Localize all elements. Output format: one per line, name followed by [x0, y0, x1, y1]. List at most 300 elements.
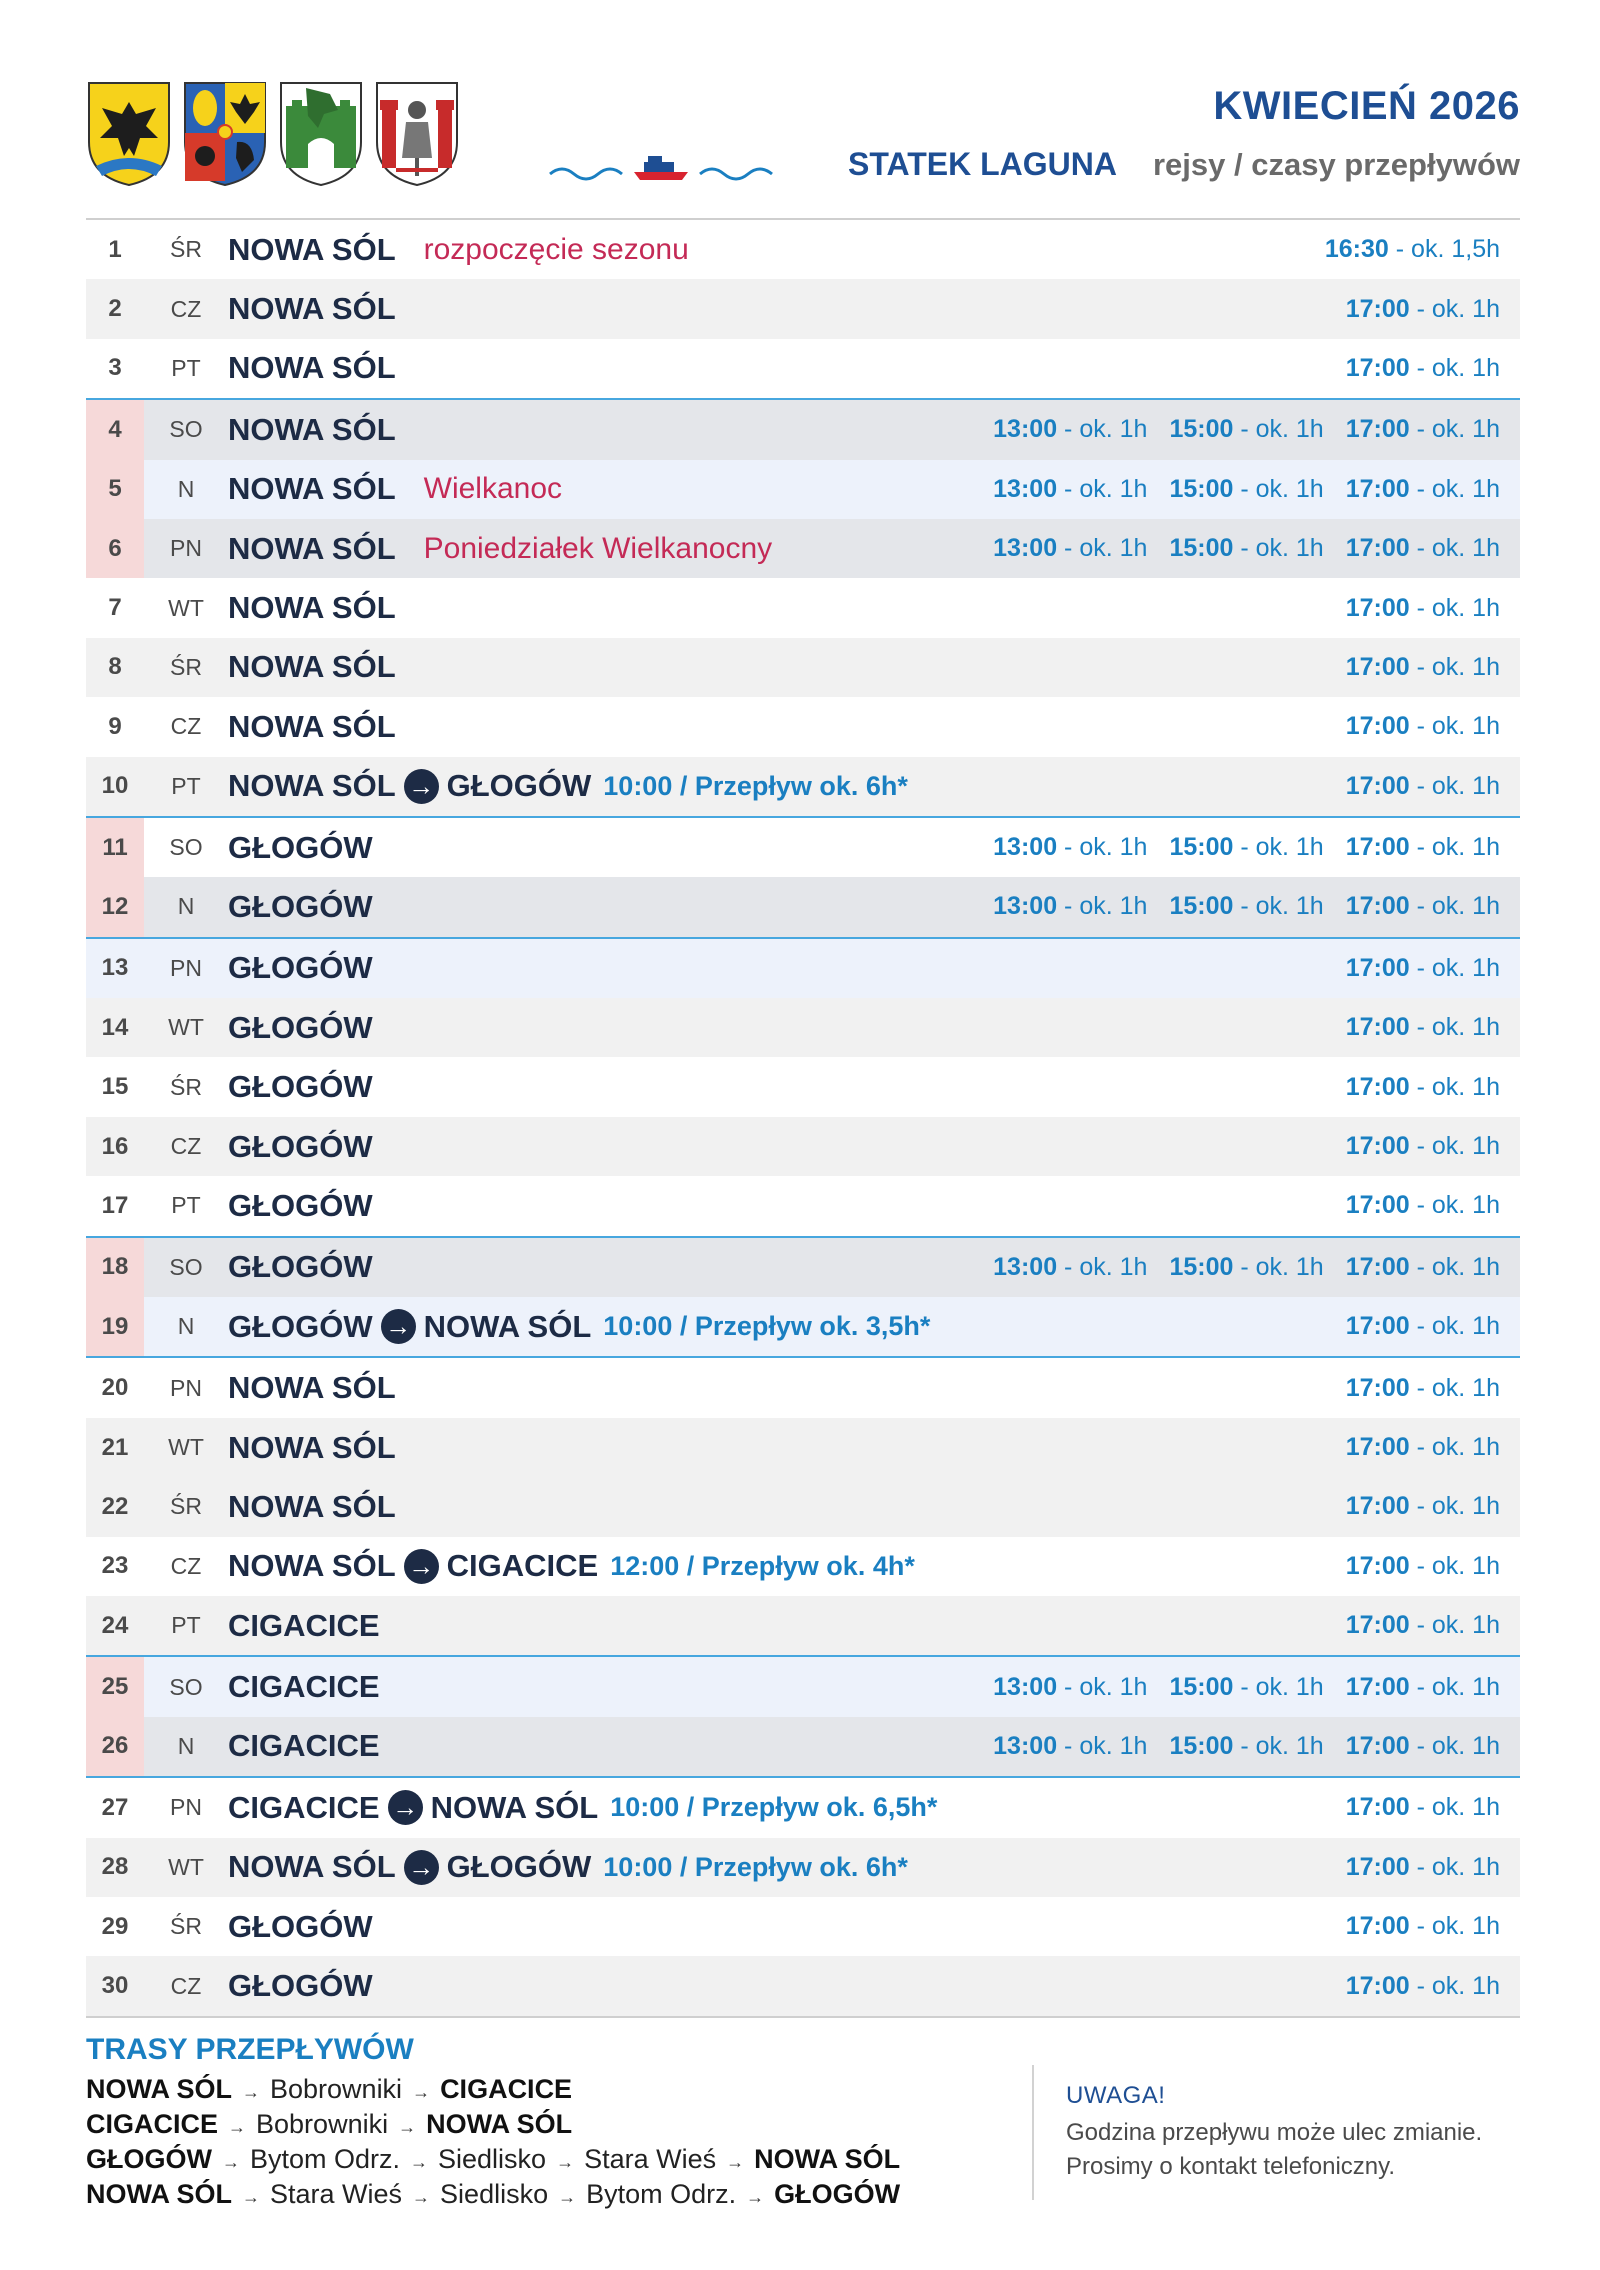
cruise-times	[1346, 1596, 1500, 1655]
route-name	[228, 1790, 937, 1826]
cruise-time: 17:00	[1345, 1611, 1410, 1640]
day-of-week: CZ	[170, 295, 202, 322]
dash-separator: -	[1233, 1672, 1256, 1701]
day-of-week: ŚR	[170, 1913, 202, 1940]
route-stop: NOWA SÓL	[423, 1308, 592, 1344]
cruise-slot	[1169, 1253, 1323, 1282]
cruise-time: 17:00	[1345, 1132, 1410, 1161]
dash-separator: -	[1409, 771, 1432, 800]
day-number: 2	[108, 295, 122, 323]
schedule-row	[86, 279, 1520, 338]
day-number: 30	[101, 1972, 129, 2000]
route-stop: CIGACICE	[228, 1728, 380, 1764]
cruise-duration: ok. 1h	[1431, 1971, 1500, 2000]
route-city: CIGACICE	[86, 2109, 219, 2139]
dash-separator: -	[1233, 415, 1256, 444]
cruise-duration: ok. 1h	[1431, 1551, 1500, 1580]
arrow-right-circle-icon: →	[404, 1850, 439, 1885]
cruise-time: 17:00	[1345, 1672, 1410, 1701]
day-of-week: WT	[168, 1853, 204, 1880]
arrow-small-icon: →	[398, 2117, 417, 2137]
route-name	[228, 531, 772, 567]
arrow-right-circle-icon: →	[404, 769, 439, 804]
cruise-time: 13:00	[993, 534, 1058, 563]
day-number: 1	[108, 235, 122, 263]
route-stop: CIGACICE	[228, 1669, 380, 1705]
schedule-table	[86, 220, 1520, 2018]
route-waypoint: Bytom Odrz.	[249, 2144, 401, 2174]
cruise-slot	[1169, 833, 1323, 862]
crests	[86, 80, 460, 188]
cruise-slot	[1346, 1552, 1500, 1581]
schedule-row	[86, 1717, 1520, 1776]
day-number: 10	[101, 772, 129, 800]
event-note: Poniedziałek Wielkanocny	[423, 531, 773, 565]
route-name	[228, 1669, 380, 1705]
dash-separator: -	[1233, 1731, 1256, 1760]
arrow-right-circle-icon: →	[404, 1549, 439, 1584]
route-stop: NOWA SÓL	[228, 1849, 396, 1885]
schedule-row	[86, 1117, 1520, 1176]
route-city: GŁOGÓW	[86, 2144, 212, 2174]
dash-separator: -	[1233, 534, 1256, 563]
cruise-times	[1346, 939, 1500, 998]
cruise-time: 13:00	[993, 1672, 1058, 1701]
cruise-slot	[1346, 1732, 1500, 1761]
cruise-times	[1346, 1477, 1500, 1536]
cruise-duration: ok. 1h	[1431, 534, 1500, 563]
cruise-duration: ok. 1h	[1431, 593, 1500, 622]
day-number: 12	[86, 877, 144, 936]
day-number: 29	[101, 1912, 129, 1940]
schedule-row	[86, 1356, 1520, 1417]
day-number: 27	[101, 1793, 129, 1821]
cruise-slot	[993, 892, 1147, 921]
day-of-week: ŚR	[170, 1493, 202, 1520]
route-city: NOWA SÓL	[86, 2074, 232, 2104]
cruise-slot	[1346, 594, 1500, 623]
cruise-time: 15:00	[1169, 1672, 1234, 1701]
cruise-duration: ok. 1h	[1431, 353, 1500, 382]
cruise-times	[993, 877, 1500, 936]
dash-separator: -	[1409, 1852, 1432, 1881]
route-stop: NOWA SÓL	[228, 649, 396, 685]
footer-divider	[1032, 2065, 1034, 2200]
cruise-duration: ok. 1h	[1431, 712, 1500, 741]
cruise-duration: ok. 1h	[1431, 833, 1500, 862]
cruise-slot	[1346, 892, 1500, 921]
route-stop: NOWA SÓL	[228, 530, 396, 566]
cruise-time: 17:00	[1345, 1912, 1410, 1941]
cruise-slot	[993, 1732, 1147, 1761]
schedule-row	[86, 877, 1520, 936]
cruise-time: 17:00	[1345, 474, 1410, 503]
schedule-row	[86, 1897, 1520, 1956]
dash-separator: -	[1409, 892, 1432, 921]
ship-name: STATEK LAGUNA	[847, 146, 1117, 182]
cruise-duration: ok. 1h	[1431, 1373, 1500, 1402]
route-stop: NOWA SÓL	[228, 411, 396, 447]
dash-separator: -	[1409, 415, 1432, 444]
cruise-slot	[1346, 1132, 1500, 1161]
cruise-slot	[1346, 1312, 1500, 1341]
cruise-times	[1346, 578, 1500, 637]
schedule-row	[86, 460, 1520, 519]
cruise-slot	[1346, 1611, 1500, 1640]
cruise-duration: ok. 1h	[1431, 1731, 1500, 1760]
cruise-slot	[1346, 1013, 1500, 1042]
cruise-time: 17:00	[1345, 1373, 1410, 1402]
cruise-duration: ok. 1h	[1431, 892, 1500, 921]
dash-separator: -	[1409, 1731, 1432, 1760]
cruise-times	[1346, 1117, 1500, 1176]
schedule-row	[86, 998, 1520, 1057]
cruise-slot	[1346, 415, 1500, 444]
route-city: CIGACICE	[440, 2074, 573, 2104]
cruise-slot	[993, 534, 1147, 563]
route-name	[228, 1430, 396, 1466]
day-number: 8	[108, 653, 122, 681]
cruise-duration: ok. 1h	[1431, 1492, 1500, 1521]
route-stop: GŁOGÓW	[228, 1187, 373, 1223]
cruise-duration: ok. 1h	[1431, 1611, 1500, 1640]
cruise-time: 15:00	[1169, 1252, 1234, 1281]
schedule-row	[86, 1176, 1520, 1235]
schedule-row	[86, 1418, 1520, 1477]
subtitle-text: rejsy / czasy przepływów	[1152, 147, 1520, 182]
cruise-slot	[1346, 1374, 1500, 1403]
cruise-time: 17:00	[1345, 892, 1410, 921]
cruise-times	[1325, 220, 1500, 279]
notice-line: Godzina przepływu może ulec zmianie.	[1066, 2119, 1483, 2146]
cruise-time: 13:00	[993, 892, 1058, 921]
dash-separator: -	[1409, 1013, 1432, 1042]
cruise-time: 17:00	[1345, 294, 1410, 323]
arrow-small-icon: →	[242, 2082, 260, 2102]
day-number: 17	[101, 1191, 129, 1219]
cruise-duration: ok. 1h	[1255, 1672, 1324, 1701]
day-of-week: CZ	[170, 1972, 202, 1999]
event-note: rozpoczęcie sezonu	[423, 232, 689, 266]
route-name	[228, 412, 396, 448]
cruise-duration: ok. 1h	[1431, 1252, 1500, 1281]
arrow-small-icon: →	[412, 2082, 431, 2102]
day-number: 18	[86, 1238, 144, 1297]
dash-separator: -	[1409, 534, 1432, 563]
cruise-slot	[993, 833, 1147, 862]
schedule-row	[86, 937, 1520, 998]
day-of-week: WT	[168, 1014, 204, 1041]
cruise-duration: ok. 1h	[1431, 1852, 1500, 1881]
cruise-duration: ok. 1h	[1255, 892, 1324, 921]
day-of-week: PN	[170, 1374, 202, 1401]
boat-on-waves-icon	[548, 150, 774, 186]
day-number: 24	[101, 1611, 129, 1639]
cruise-duration: ok. 1h	[1255, 474, 1324, 503]
cruise-duration: ok. 1h	[1079, 1672, 1148, 1701]
day-of-week: N	[177, 893, 195, 920]
day-of-week: CZ	[170, 1133, 202, 1160]
cruise-duration: ok. 1h	[1431, 1132, 1500, 1161]
arrow-small-icon: →	[242, 2187, 260, 2207]
cruise-time: 17:00	[1345, 1433, 1410, 1461]
route-waypoint: Bobrowniki	[256, 2109, 389, 2139]
cruise-time: 13:00	[993, 1731, 1058, 1760]
cruise-times	[1346, 1537, 1500, 1596]
cruise-duration: ok. 1h	[1431, 953, 1500, 982]
route-stop: GŁOGÓW	[228, 950, 373, 986]
route-stop: CIGACICE	[446, 1548, 599, 1584]
route-stop: NOWA SÓL	[228, 471, 396, 507]
cruise-slot	[1346, 1912, 1500, 1941]
schedule-row	[86, 519, 1520, 578]
day-number: 5	[86, 460, 144, 519]
transfer-info: 10:00 / Przepływ ok. 6,5h*	[610, 1792, 938, 1823]
route-city: NOWA SÓL	[86, 2179, 232, 2209]
route-waypoint: Stara Wieś	[270, 2179, 403, 2209]
schedule-row	[86, 1956, 1520, 2017]
notice-box	[1066, 2082, 1482, 2184]
route-stop: GŁOGÓW	[446, 768, 592, 804]
cruise-slot	[1346, 954, 1500, 983]
cruise-times	[1346, 279, 1500, 338]
day-of-week: SO	[169, 1253, 203, 1280]
route-name	[228, 1069, 373, 1105]
dash-separator: -	[1409, 474, 1432, 503]
dash-separator: -	[1057, 534, 1080, 563]
cruise-times	[1346, 1297, 1500, 1356]
route-stop: NOWA SÓL	[228, 708, 396, 744]
day-number: 23	[101, 1552, 129, 1580]
route-name	[228, 1249, 373, 1285]
day-of-week: WT	[168, 1434, 204, 1460]
schedule-row	[86, 697, 1520, 756]
cruise-slot	[1169, 892, 1323, 921]
arrow-small-icon: →	[746, 2187, 765, 2207]
crest-lubusz-regional-icon	[182, 80, 268, 188]
day-of-week: PT	[171, 354, 201, 381]
route-city: NOWA SÓL	[426, 2109, 573, 2139]
day-number: 14	[101, 1013, 129, 1041]
cruise-duration: ok. 1h	[1431, 1793, 1500, 1822]
cruise-duration: ok. 1h	[1255, 1252, 1324, 1281]
day-of-week: SO	[169, 1673, 203, 1700]
cruise-slot	[1346, 295, 1500, 324]
cruise-time: 17:00	[1345, 953, 1410, 982]
day-number: 16	[101, 1132, 129, 1160]
cruise-time: 17:00	[1345, 712, 1410, 741]
dash-separator: -	[1409, 1191, 1432, 1220]
route-name	[228, 1849, 908, 1885]
cruise-duration: ok. 1h	[1255, 534, 1324, 563]
day-of-week: WT	[168, 594, 204, 621]
cruise-slot	[1346, 1972, 1500, 2001]
route-line	[86, 2143, 900, 2178]
schedule-row	[86, 1236, 1520, 1297]
cruise-time: 13:00	[993, 415, 1058, 444]
schedule-row	[86, 398, 1520, 459]
day-number: 4	[86, 400, 144, 459]
route-name	[228, 1489, 396, 1525]
day-number: 9	[108, 712, 122, 740]
schedule-row	[86, 816, 1520, 877]
crest-glogow-knight-icon	[374, 80, 460, 188]
schedule-row	[86, 1776, 1520, 1837]
cruise-times	[1346, 1057, 1500, 1116]
cruise-duration: ok. 1h	[1255, 415, 1324, 444]
cruise-times	[1346, 757, 1500, 816]
cruise-times	[993, 460, 1500, 519]
route-stop: GŁOGÓW	[228, 888, 373, 924]
dash-separator: -	[1388, 235, 1412, 264]
cruise-times	[1346, 1838, 1500, 1897]
schedule-row	[86, 757, 1520, 816]
cruise-time: 17:00	[1345, 1252, 1410, 1281]
cruise-slot	[1325, 235, 1500, 264]
routes-title: TRASY PRZEPŁYWÓW	[86, 2033, 414, 2066]
cruise-duration: ok. 1,5h	[1411, 235, 1500, 264]
route-stop: NOWA SÓL	[228, 768, 396, 804]
dash-separator: -	[1409, 1072, 1432, 1101]
cruise-time: 15:00	[1169, 415, 1234, 444]
notice-text	[1066, 2116, 1482, 2184]
cruise-times	[1346, 638, 1500, 697]
dash-separator: -	[1409, 953, 1432, 982]
cruise-times	[1346, 998, 1500, 1057]
day-number: 20	[101, 1374, 129, 1402]
route-name	[228, 1370, 396, 1406]
route-name	[228, 1129, 373, 1165]
cruise-duration: ok. 1h	[1079, 892, 1148, 921]
cruise-slot	[1346, 1673, 1500, 1702]
cruise-time: 17:00	[1345, 593, 1410, 622]
day-of-week: ŚR	[170, 1073, 202, 1100]
dash-separator: -	[1409, 1912, 1432, 1941]
cruise-times	[1346, 1897, 1500, 1956]
cruise-time: 17:00	[1345, 1191, 1410, 1220]
cruise-times	[1346, 697, 1500, 756]
cruise-time: 17:00	[1345, 771, 1410, 800]
cruise-slot	[1169, 415, 1323, 444]
day-of-week: PN	[170, 535, 202, 562]
cruise-time: 13:00	[993, 474, 1058, 503]
route-name	[228, 1608, 380, 1644]
cruise-slot	[993, 1253, 1147, 1282]
cruise-slot	[1346, 1793, 1500, 1822]
cruise-slot	[1346, 534, 1500, 563]
dash-separator: -	[1409, 652, 1432, 681]
route-name	[228, 1010, 373, 1046]
cruise-duration: ok. 1h	[1431, 474, 1500, 503]
cruise-times	[1346, 339, 1500, 398]
arrow-small-icon: →	[221, 2152, 240, 2172]
day-number: 28	[101, 1853, 129, 1881]
cruise-time: 17:00	[1345, 1013, 1410, 1042]
dash-separator: -	[1409, 1971, 1432, 2000]
route-stop: CIGACICE	[228, 1607, 380, 1643]
cruise-duration: ok. 1h	[1431, 771, 1500, 800]
cruise-duration: ok. 1h	[1431, 652, 1500, 681]
arrow-small-icon: →	[558, 2187, 577, 2207]
day-number: 15	[101, 1073, 129, 1101]
schedule-row	[86, 1057, 1520, 1116]
schedule-row	[86, 1297, 1520, 1356]
arrow-small-icon: →	[726, 2152, 745, 2172]
dash-separator: -	[1057, 833, 1080, 862]
route-name	[228, 1968, 373, 2004]
cruise-time: 17:00	[1345, 1793, 1410, 1822]
dash-separator: -	[1409, 712, 1432, 741]
day-number: 26	[86, 1717, 144, 1776]
cruise-time: 17:00	[1345, 353, 1410, 382]
cruise-duration: ok. 1h	[1431, 294, 1500, 323]
cruise-time: 15:00	[1169, 892, 1234, 921]
day-number: 3	[108, 354, 122, 382]
cruise-duration: ok. 1h	[1079, 1252, 1148, 1281]
cruise-times	[993, 400, 1500, 459]
notice-title: UWAGA!	[1066, 2082, 1166, 2109]
cruise-time: 17:00	[1345, 833, 1410, 862]
route-stop: NOWA SÓL	[430, 1789, 599, 1825]
dash-separator: -	[1409, 1492, 1432, 1521]
cruise-duration: ok. 1h	[1431, 1013, 1500, 1042]
day-of-week: PN	[170, 1794, 202, 1821]
cruise-time: 15:00	[1169, 534, 1234, 563]
dash-separator: -	[1409, 1252, 1432, 1281]
cruise-times	[993, 519, 1500, 578]
route-name	[228, 649, 396, 685]
cruise-slot	[1346, 1073, 1500, 1102]
route-name	[228, 232, 689, 268]
route-stop: NOWA SÓL	[228, 590, 396, 626]
cruise-time: 15:00	[1169, 474, 1234, 503]
route-stop: GŁOGÓW	[446, 1849, 592, 1885]
route-city: NOWA SÓL	[754, 2144, 901, 2174]
dash-separator: -	[1233, 892, 1256, 921]
day-number: 19	[86, 1297, 144, 1356]
dash-separator: -	[1057, 415, 1080, 444]
day-of-week: PT	[171, 1612, 201, 1639]
cruise-duration: ok. 1h	[1255, 1731, 1324, 1760]
route-line	[86, 2178, 900, 2213]
day-of-week: N	[177, 1732, 195, 1759]
schedule-row	[86, 1838, 1520, 1897]
cruise-duration: ok. 1h	[1079, 1731, 1148, 1760]
cruise-time: 17:00	[1345, 1312, 1410, 1341]
dash-separator: -	[1409, 593, 1432, 622]
cruise-time: 17:00	[1345, 652, 1410, 681]
arrow-small-icon: →	[412, 2187, 431, 2207]
dash-separator: -	[1409, 1433, 1432, 1461]
schedule-row	[86, 1477, 1520, 1536]
day-number: 6	[86, 519, 144, 578]
day-number: 7	[108, 594, 122, 622]
dash-separator: -	[1057, 1731, 1080, 1760]
cruise-times	[993, 1657, 1500, 1716]
cruise-duration: ok. 1h	[1431, 1072, 1500, 1101]
cruise-slot	[1346, 1492, 1500, 1521]
cruise-slot	[1169, 1732, 1323, 1761]
route-stop: GŁOGÓW	[228, 1908, 373, 1944]
transfer-info: 10:00 / Przepływ ok. 6h*	[603, 770, 908, 801]
route-line	[86, 2108, 900, 2143]
dash-separator: -	[1409, 1672, 1432, 1701]
transfer-info: 10:00 / Przepływ ok. 6h*	[603, 1851, 908, 1882]
route-stop: NOWA SÓL	[228, 350, 396, 386]
cruise-time: 17:00	[1345, 1731, 1410, 1760]
cruise-time: 16:30	[1324, 235, 1389, 264]
dash-separator: -	[1233, 474, 1256, 503]
